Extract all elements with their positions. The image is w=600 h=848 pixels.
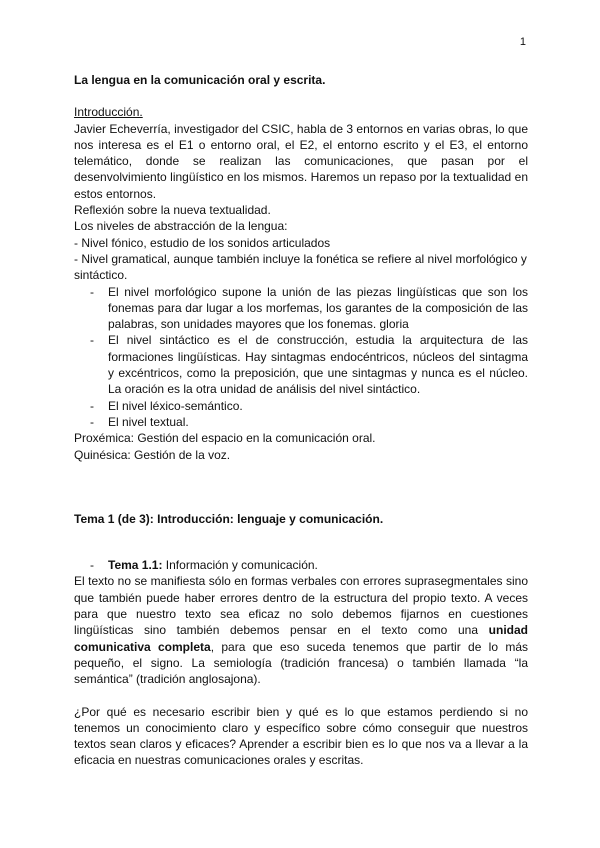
para1-text-b: , para que eso suceda tenemos que partir de lo más pequeño, el signo. La semiología (tradición francesa) o también llamada “la semántica” (tradición anglosajona). [74, 639, 529, 687]
reflexion-line: Reflexión sobre la nueva textualidad. [74, 203, 271, 218]
document-title: La lengua en la comunicación oral y escrita. [74, 73, 326, 87]
para1-text-a: El texto no se manifiesta sólo en formas verbales con errores suprasegmentales sino que también puede haber errores dentro de la estructura del propio texto. A veces para que nuestro texto sea eficaz no solo debemos fijarnos en cuestiones lingüísticas sino también debemos pensar en el texto como una [74, 574, 528, 638]
tema-item-label: Tema 1.1: [108, 558, 163, 573]
sublevels-list [74, 284, 528, 431]
tema-item-text: Información y comunicación. [162, 558, 318, 573]
tema-paragraph-1 [74, 573, 528, 687]
quinesica-line: Quinésica: Gestión de la voz. [74, 447, 231, 462]
nivel-fonico-line: - Nivel fónico, estudio de los sonidos articulados [74, 235, 331, 250]
tema-heading: Tema 1 (de 3): Introducción: lenguaje y comunicación. [74, 511, 384, 526]
proxemica-line: Proxémica: Gestión del espacio en la comunicación oral. [74, 431, 376, 446]
intro-heading: Introducción. [74, 105, 143, 120]
niveles-line: Los niveles de abstracción de la lengua: [74, 219, 288, 234]
tema-list [74, 557, 528, 573]
nivel-gramatical-line: - Nivel gramatical, aunque también incluye la fonética se refiere al nivel morfológico y sintáctico. [74, 251, 527, 283]
list-item: - El nivel sintáctico es el de construcción, estudia la arquitectura de las formaciones lingüísticas. Hay sintagmas endocéntricos, núcleos del sintagma y excéntricos, como la preposición, que une sintagmas y nunca es el núcleo. La oración es la otra unidad de análisis del nivel sintáctico. [108, 332, 528, 397]
document-body [74, 72, 528, 769]
list-item: - El nivel léxico-semántico. [108, 398, 528, 414]
list-item: - El nivel textual. [108, 414, 528, 430]
tema-paragraph-2: ¿Por qué es necesario escribir bien y qué es lo que estamos perdiendo si no tenemos un conocimiento claro y específico sobre cómo conseguir que nuestros textos sean claros y eficaces? Aprender a escribir bien es lo que nos va a llevar a la eficacia en nuestras comunicaciones orales y escritas. [74, 704, 528, 768]
list-item [108, 557, 528, 573]
list-item: - El nivel morfológico supone la unión de las piezas lingüísticas que son los fonemas para dar lugar a los morfemas, los garantes de la composición de las palabras, son unidades mayores que los fonemas. gloria [108, 284, 528, 333]
intro-paragraph: Javier Echeverría, investigador del CSIC, habla de 3 entornos en varias obras, lo que nos interesa es el E1 o entorno oral, el E2, el entorno escrito y el E3, el entorno telemático, donde se realizan las comunicaciones, que pasan por el desenvolvimiento lingüístico en los mismos. Haremos un repaso por la textualidad en estos entornos. [74, 121, 528, 201]
para1-bold-text: unidad comunicativa completa [74, 623, 528, 654]
page-number: 1 [519, 36, 526, 48]
